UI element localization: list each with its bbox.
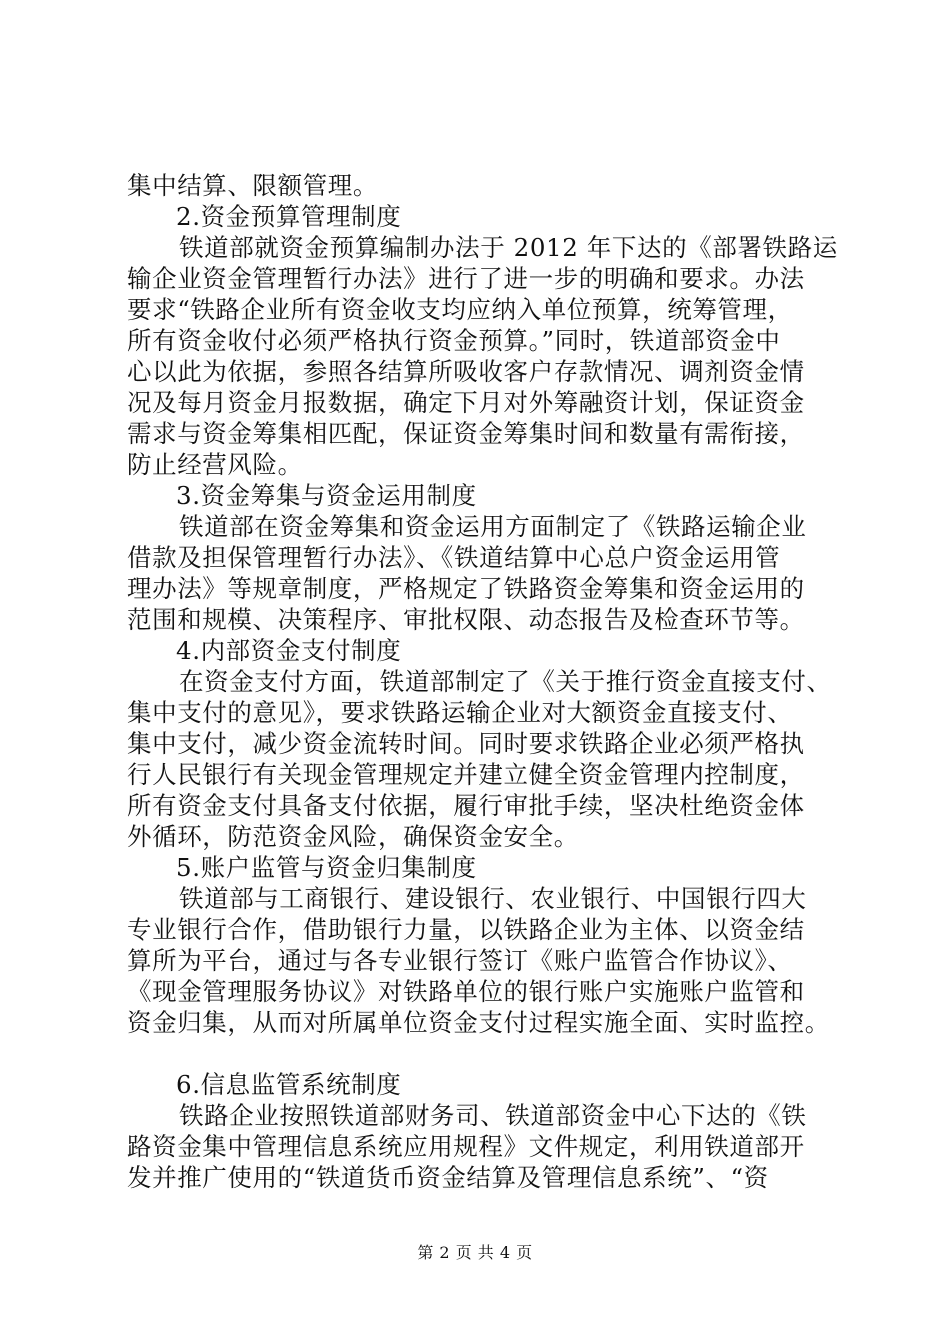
paragraph-line: 发并推广使用的“铁道货币资金结算及管理信息系统”、“资 — [127, 1163, 769, 1192]
paragraph-line: 路资金集中管理信息系统应用规程》文件规定，利用铁道部开 — [127, 1132, 805, 1161]
paragraph-line: 算所为平台，通过与各专业银行签订《账户监管合作协议》、 — [127, 946, 793, 975]
paragraph-line: 专业银行合作，借助银行力量，以铁路企业为主体、以资金结 — [127, 915, 805, 944]
paragraph-line: 集中结算、限额管理。 — [127, 171, 378, 200]
paragraph-line: 行人民银行有关现金管理规定并建立健全资金管理内控制度， — [127, 760, 805, 789]
paragraph-first-line: 铁路企业按照铁道部财务司、铁道部资金中心下达的《铁 — [179, 1101, 807, 1130]
paragraph-line: 借款及担保管理暂行办法》、《铁道结算中心总户资金运用管 — [127, 543, 781, 572]
paragraph-line: 资金归集，从而对所属单位资金支付过程实施全面、实时监控。 — [127, 1008, 830, 1037]
section-heading: 2.资金预算管理制度 — [176, 202, 402, 231]
paragraph-line: 心以此为依据，参照各结算所吸收客户存款情况、调剂资金情 — [127, 357, 805, 386]
paragraph-first-line: 在资金支付方面，铁道部制定了《关于推行资金直接支付、 — [179, 667, 832, 696]
section-heading: 6.信息监管系统制度 — [176, 1070, 402, 1099]
paragraph-line: 集中支付，减少资金流转时间。同时要求铁路企业必须严格执 — [127, 729, 805, 758]
section-heading: 5.账户监管与资金归集制度 — [176, 853, 477, 882]
paragraph-line: 要求“铁路企业所有资金收支均应纳入单位预算，统筹管理， — [127, 295, 793, 324]
section-heading: 4.内部资金支付制度 — [176, 636, 402, 665]
paragraph-line: 范围和规模、决策程序、审批权限、动态报告及检查环节等。 — [127, 605, 805, 634]
paragraph-first-line: 铁道部在资金筹集和资金运用方面制定了《铁路运输企业 — [179, 512, 807, 541]
blank-line — [127, 1038, 847, 1069]
paragraph-line: 《现金管理服务协议》对铁路单位的银行账户实施账户监管和 — [127, 977, 805, 1006]
paragraph-line: 集中支付的意见》，要求铁路运输企业对大额资金直接支付、 — [127, 698, 793, 727]
paragraph-line: 理办法》等规章制度，严格规定了铁路资金筹集和资金运用的 — [127, 574, 805, 603]
section-heading: 3.资金筹集与资金运用制度 — [176, 481, 477, 510]
paragraph-line: 输企业资金管理暂行办法》进行了进一步的明确和要求。办法 — [127, 264, 805, 293]
paragraph-first-line: 铁道部就资金预算编制办法于 2012 年下达的《部署铁路运 — [179, 233, 838, 262]
paragraph-line: 需求与资金筹集相匹配，保证资金筹集时间和数量有需衔接， — [127, 419, 805, 448]
paragraph-line: 防止经营风险。 — [127, 450, 303, 479]
paragraph-first-line: 铁道部与工商银行、建设银行、农业银行、中国银行四大 — [179, 884, 807, 913]
page-footer: 第 2 页 共 4 页 — [417, 1243, 533, 1262]
paragraph-line: 所有资金支付具备支付依据，履行审批手续，坚决杜绝资金体 — [127, 791, 805, 820]
paragraph-line: 况及每月资金月报数据，确定下月对外筹融资计划，保证资金 — [127, 388, 805, 417]
paragraph-line: 所有资金收付必须严格执行资金预算。”同时，铁道部资金中 — [127, 326, 781, 355]
document-body — [127, 170, 847, 1193]
paragraph-line: 外循环，防范资金风险，确保资金安全。 — [127, 822, 579, 851]
